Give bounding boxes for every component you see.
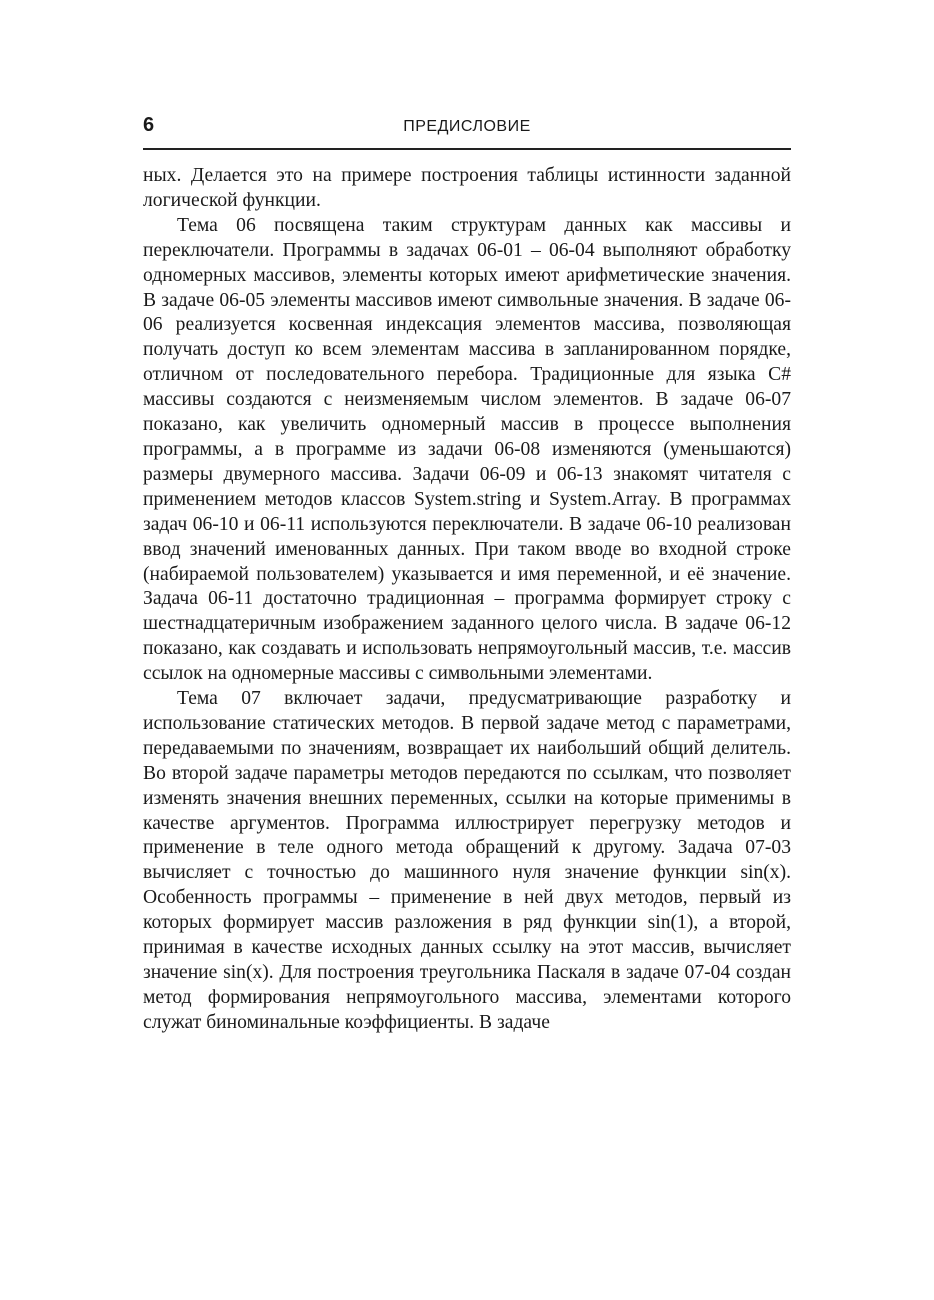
page-header [143,112,791,150]
paragraph-topic-07: Тема 07 включает задачи, предусматривающие разработку и использование статических методов. В первой задаче метод с параметрами, передаваемыми по значениям, возвращает их наибольший общий делитель. Во второй задаче параметры методов передаются по ссылкам, что позволяет изменять значения внешних переменных, ссылки на которые применимы в качестве аргументов. Программа иллюстрирует перегрузку методов и применение в теле одного метода обращений к другому. Задача 07-03 вычисляет с точностью до машинного нуля значение функции sin(x). Особенность программы – применение в ней двух методов, первый из которых формирует массив разложения в ряд функции sin(1), а второй, принимая в качестве исходных данных ссылку на этот массив, вычисляет значение sin(x). Для построения треугольника Паскаля в задаче 07-04 создан метод формирования непрямоугольного массива, элементами которого служат биноминальные коэффициенты. В задаче [143,688,791,1033]
body-text [143,164,791,1036]
page-number: 6 [143,114,155,136]
book-page [143,112,791,1036]
paragraph-continuation: ных. Делается это на примере построения таблицы истинности заданной логической функции. [143,165,791,211]
running-head-title: ПРЕДИСЛОВИЕ [403,118,531,135]
paragraph-topic-06: Тема 06 посвящена таким структурам данных как массивы и переключатели. Программы в задачах 06-01 – 06-04 выполняют обработку одномерных массивов, элементы которых имеют арифметические значения. В задаче 06-05 элементы массивов имеют символьные значения. В задаче 06-06 реализуется косвенная индексация элементов массива, позволяющая получать доступ ко всем элементам массива в запланированном порядке, отличном от последовательного перебора. Традиционные для языка C# массивы создаются с неизменяемым числом элементов. В задаче 06-07 показано, как увеличить одномерный массив в процессе выполнения программы, а в программе из задачи 06-08 изменяются (уменьшаются) размеры двумерного массива. Задачи 06-09 и 06-13 знакомят читателя с применением методов классов System.string и System.Array. В программах задач 06-10 и 06-11 используются переключатели. В задаче 06-10 реализован ввод значений именованных данных. При таком вводе во входной строке (набираемой пользователем) указывается и имя переменной, и её значение. Задача 06-11 достаточно традиционная – программа формирует строку с шестнадцатеричным изображением заданного целого числа. В задаче 06-12 показано, как создавать и использовать непрямоугольный массив, т.е. массив ссылок на одномерные массивы с символьными элементами. [143,214,791,685]
